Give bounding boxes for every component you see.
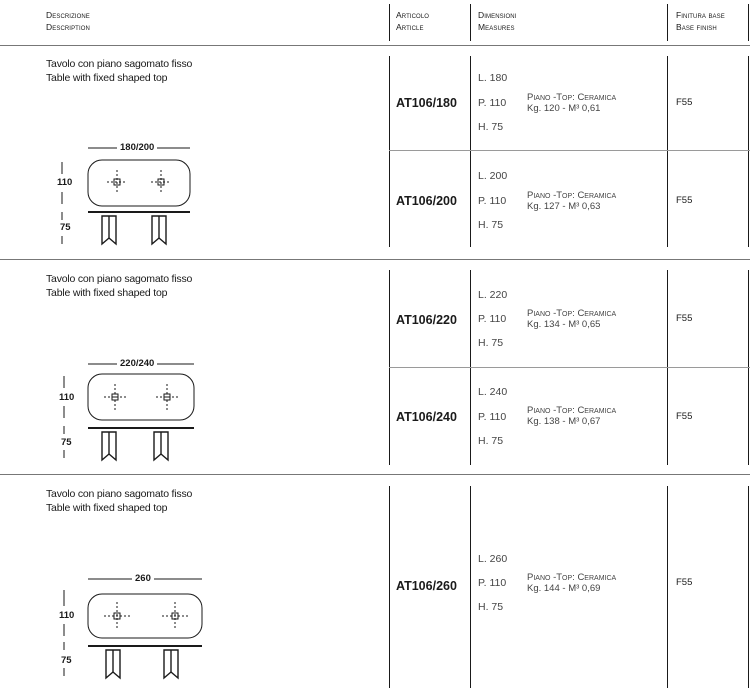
measure-height: H. 75 <box>478 337 504 349</box>
row-divider <box>748 56 749 247</box>
group-3-description <box>46 487 192 515</box>
header-description <box>46 9 90 33</box>
group-rule <box>0 474 750 475</box>
drawing-height-label: 75 <box>58 655 75 666</box>
finish-code: F55 <box>676 313 693 324</box>
header-divider <box>667 4 668 41</box>
finish-code: F55 <box>676 97 693 108</box>
weight-volume: Kg. 120 - M³ 0,61 <box>527 103 601 114</box>
drawing-width-label: 260 <box>132 573 154 584</box>
header-rule <box>0 45 750 46</box>
header-divider <box>470 4 471 41</box>
article-code: AT106/180 <box>396 96 457 110</box>
header-divider <box>748 4 749 41</box>
row-divider <box>667 486 668 688</box>
row-divider <box>470 486 471 688</box>
header-measures <box>478 9 516 33</box>
table-plan-elevation-icon <box>50 572 220 682</box>
measure-length: L. 180 <box>478 72 508 84</box>
row-divider <box>389 56 390 247</box>
table-plan-elevation-icon <box>50 140 210 250</box>
row-rule <box>389 150 750 151</box>
desc-italian: Tavolo con piano sagomato fisso <box>46 488 193 500</box>
material-top: Piano -Top: Ceramica <box>527 405 617 416</box>
row-rule <box>389 367 750 368</box>
header-finish-it: Finitura base <box>676 10 725 20</box>
drawing-depth-label: 110 <box>56 610 77 621</box>
desc-english: Table with fixed shaped top <box>46 502 168 514</box>
measure-depth: P. 110 <box>478 195 507 207</box>
weight-volume: Kg. 134 - M³ 0,65 <box>527 319 601 330</box>
drawing-width-label: 220/240 <box>117 358 157 369</box>
header-divider <box>389 4 390 41</box>
material-top: Piano -Top: Ceramica <box>527 572 617 583</box>
header-description-en: Description <box>46 22 90 32</box>
weight-volume: Kg. 127 - M³ 0,63 <box>527 201 601 212</box>
finish-code: F55 <box>676 411 693 422</box>
measure-length: L. 220 <box>478 289 508 301</box>
desc-italian: Tavolo con piano sagomato fisso <box>46 273 193 285</box>
weight-volume: Kg. 144 - M³ 0,69 <box>527 583 601 594</box>
measure-height: H. 75 <box>478 435 504 447</box>
drawing-depth-label: 110 <box>54 177 75 188</box>
header-finish <box>676 9 725 33</box>
measure-length: L. 260 <box>478 553 508 565</box>
drawing-height-label: 75 <box>57 222 74 233</box>
material-info <box>527 190 616 212</box>
desc-italian: Tavolo con piano sagomato fisso <box>46 58 193 70</box>
row-divider <box>667 56 668 247</box>
header-measures-en: Measures <box>478 22 515 32</box>
article-code: AT106/200 <box>396 194 457 208</box>
row-divider <box>389 486 390 688</box>
measure-depth: P. 110 <box>478 313 507 325</box>
measure-depth: P. 110 <box>478 577 507 589</box>
header-finish-en: Base finish <box>676 22 717 32</box>
header-article-it: Articolo <box>396 10 430 20</box>
article-code: AT106/240 <box>396 410 457 424</box>
desc-english: Table with fixed shaped top <box>46 287 168 299</box>
group-2-description <box>46 272 192 300</box>
drawing-width-label: 180/200 <box>117 142 157 153</box>
material-top: Piano -Top: Ceramica <box>527 92 617 103</box>
material-info <box>527 572 616 594</box>
article-code: AT106/260 <box>396 579 457 593</box>
group-rule <box>0 259 750 260</box>
measure-height: H. 75 <box>478 219 504 231</box>
measure-height: H. 75 <box>478 121 504 133</box>
material-info <box>527 92 616 114</box>
table-plan-elevation-icon <box>50 356 210 466</box>
material-info <box>527 405 616 427</box>
measure-height: H. 75 <box>478 601 504 613</box>
header-article-en: Article <box>396 22 424 32</box>
group-1-description <box>46 57 192 85</box>
header-description-it: Descrizione <box>46 10 90 20</box>
measure-depth: P. 110 <box>478 97 507 109</box>
material-top: Piano -Top: Ceramica <box>527 190 617 201</box>
measure-depth: P. 110 <box>478 411 507 423</box>
weight-volume: Kg. 138 - M³ 0,67 <box>527 416 601 427</box>
drawing-height-label: 75 <box>58 437 75 448</box>
material-top: Piano -Top: Ceramica <box>527 308 617 319</box>
header-article <box>396 9 429 33</box>
measure-length: L. 200 <box>478 170 508 182</box>
measure-length: L. 240 <box>478 386 508 398</box>
row-divider <box>470 56 471 247</box>
desc-english: Table with fixed shaped top <box>46 72 168 84</box>
drawing-depth-label: 110 <box>56 392 77 403</box>
row-divider <box>748 486 749 688</box>
finish-code: F55 <box>676 577 693 588</box>
material-info <box>527 308 616 330</box>
finish-code: F55 <box>676 195 693 206</box>
header-measures-it: Dimensioni <box>478 10 517 20</box>
article-code: AT106/220 <box>396 313 457 327</box>
